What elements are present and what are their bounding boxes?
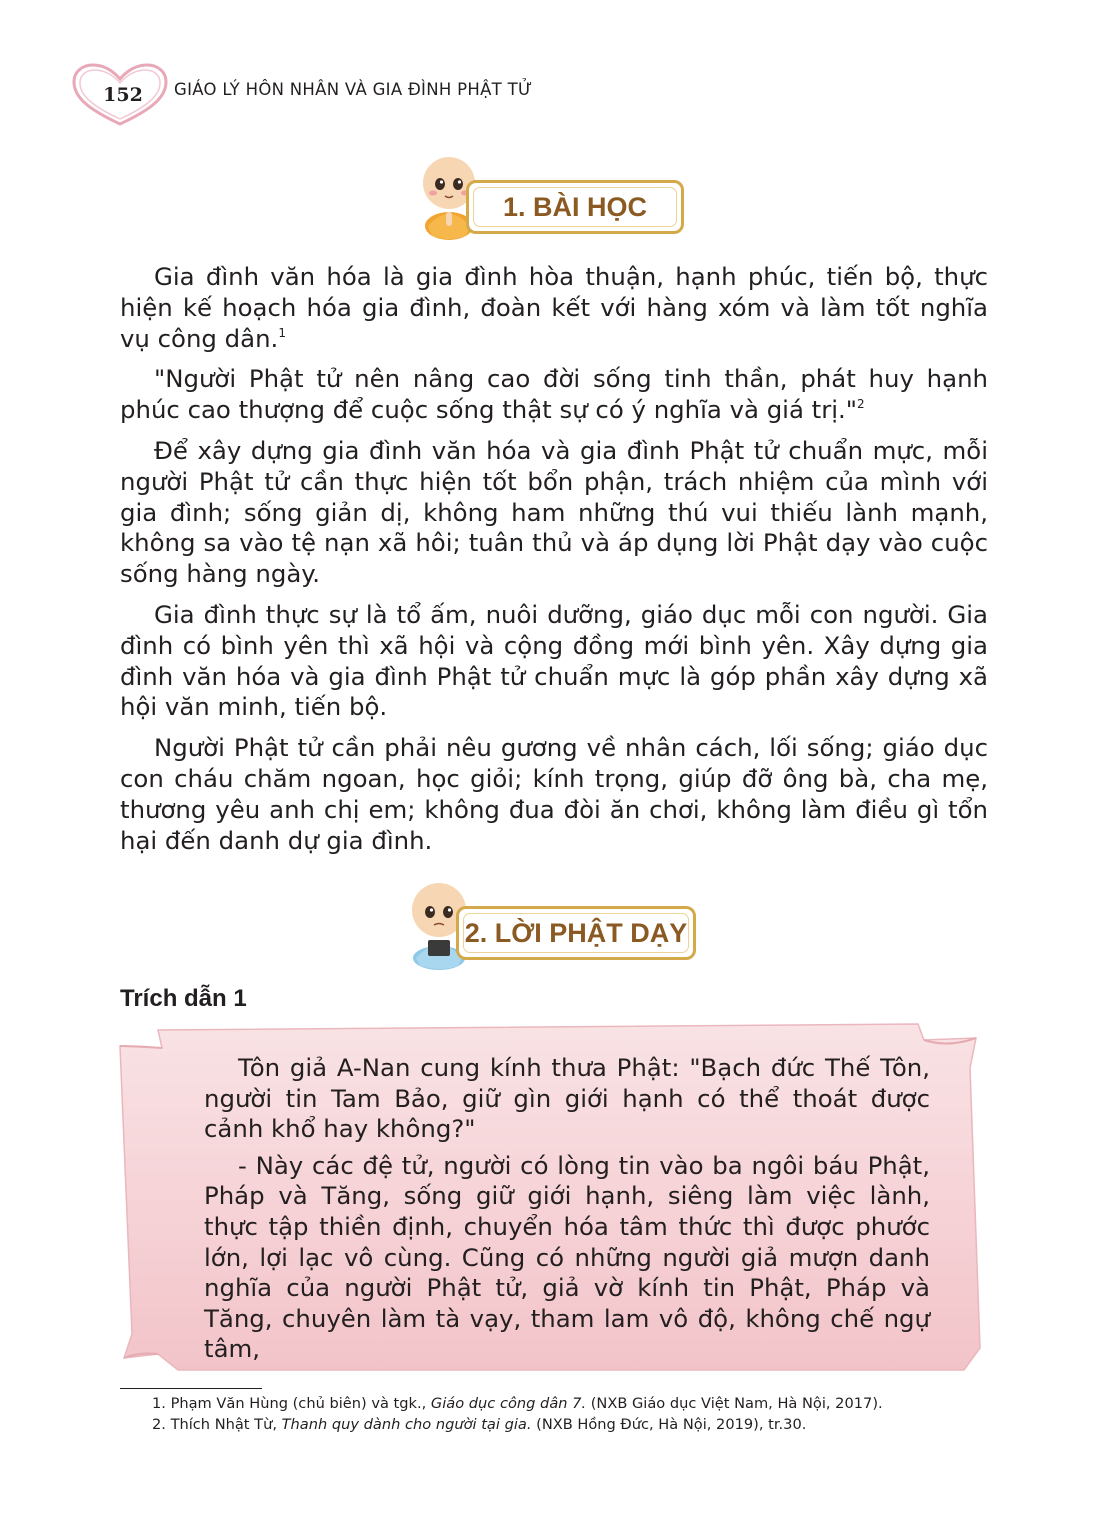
section-banner-teaching bbox=[404, 876, 696, 966]
footnote-divider bbox=[120, 1388, 262, 1389]
section-banner-lesson bbox=[414, 150, 684, 240]
footnote-mark: 2 bbox=[857, 397, 865, 412]
footnote-mark: 1 bbox=[278, 325, 286, 340]
paragraph: Gia đình văn hóa là gia đình hòa thuận, hạnh phúc, tiến bộ, thực hiện kế hoạch hóa gia đình, đoàn kết với hàng xóm và làm tốt nghĩa vụ công dân.$^1$ bbox=[120, 262, 988, 353]
paragraph: "Người Phật tử nên nâng cao đời sống tinh thần, phát huy hạnh phúc cao thượng để cuộc sống thật sự có ý nghĩa và giá trị."$^2$ bbox=[120, 364, 988, 425]
page-number: 152 bbox=[103, 84, 143, 106]
quote-text bbox=[204, 1053, 930, 1371]
quote-paragraph: - Này các đệ tử, người có lòng tin vào ba ngôi báu Phật, Pháp và Tăng, sống giữ giới hạnh, siêng làm việc lành, thực tập thiền định, chuyển hóa tâm thức thì được phước lớn, lợi lạc vô cùng. Cũng có những người giả mượn danh nghĩa của người Phật tử, giả vờ kính tin Phật, Pháp và Tăng, chuyên làm tà vạy, tham lam vô độ, không chế ngự tâm, bbox=[204, 1150, 930, 1364]
footnote-1: 1. Phạm Văn Hùng (chủ biên) và tgk., Giáo dục công dân 7. (NXB Giáo dục Việt Nam, Hà Nội, 2017). bbox=[152, 1395, 883, 1412]
quote-heading: Trích dẫn 1 bbox=[120, 985, 247, 1012]
section-title-teaching: 2. LỜI PHẬT DẠY bbox=[456, 906, 696, 960]
quote-paragraph: Tôn giả A-Nan cung kính thưa Phật: "Bạch đức Thế Tôn, người tin Tam Bảo, giữ gìn giới hạnh có thể thoát được cảnh khổ hay không?" bbox=[204, 1053, 930, 1144]
paragraph: Người Phật tử cần phải nêu gương về nhân cách, lối sống; giáo dục con cháu chăm ngoan, học giỏi; kính trọng, giúp đỡ ông bà, cha mẹ, thương yêu anh chị em; không đua đòi ăn chơi, không làm điều gì tổn hại đến danh dự gia đình. bbox=[120, 733, 988, 855]
page-header bbox=[70, 62, 670, 132]
footnote-2: 2. Thích Nhật Từ, Thanh quy dành cho người tại gia. (NXB Hồng Đức, Hà Nội, 2019), tr.30. bbox=[152, 1415, 807, 1433]
paragraph: Để xây dựng gia đình văn hóa và gia đình Phật tử chuẩn mực, mỗi người Phật tử cần thực hiện tốt bổn phận, trách nhiệm của mình với gia đình; sống giản dị, không ham những thú vui thiếu lành mạnh, không sa vào tệ nạn xã hôi; tuân thủ và áp dụng lời Phật dạy vào cuộc sống hàng ngày. bbox=[120, 435, 988, 589]
quote-scroll bbox=[118, 1018, 988, 1376]
section-title-lesson: 1. BÀI HỌC bbox=[466, 180, 684, 234]
book-title: GIÁO LÝ HÔN NHÂN VÀ GIA ĐÌNH PHẬT TỬ bbox=[174, 80, 533, 99]
paragraph: Gia đình thực sự là tổ ấm, nuôi dưỡng, giáo dục mỗi con người. Gia đình có bình yên thì xã hội và cộng đồng mới bình yên. Xây dựng gia đình văn hóa và gia đình Phật tử chuẩn mực là góp phần xây dựng xã hội văn minh, tiến bộ. bbox=[120, 599, 988, 722]
footnotes bbox=[152, 1394, 883, 1435]
lesson-body bbox=[120, 262, 988, 866]
